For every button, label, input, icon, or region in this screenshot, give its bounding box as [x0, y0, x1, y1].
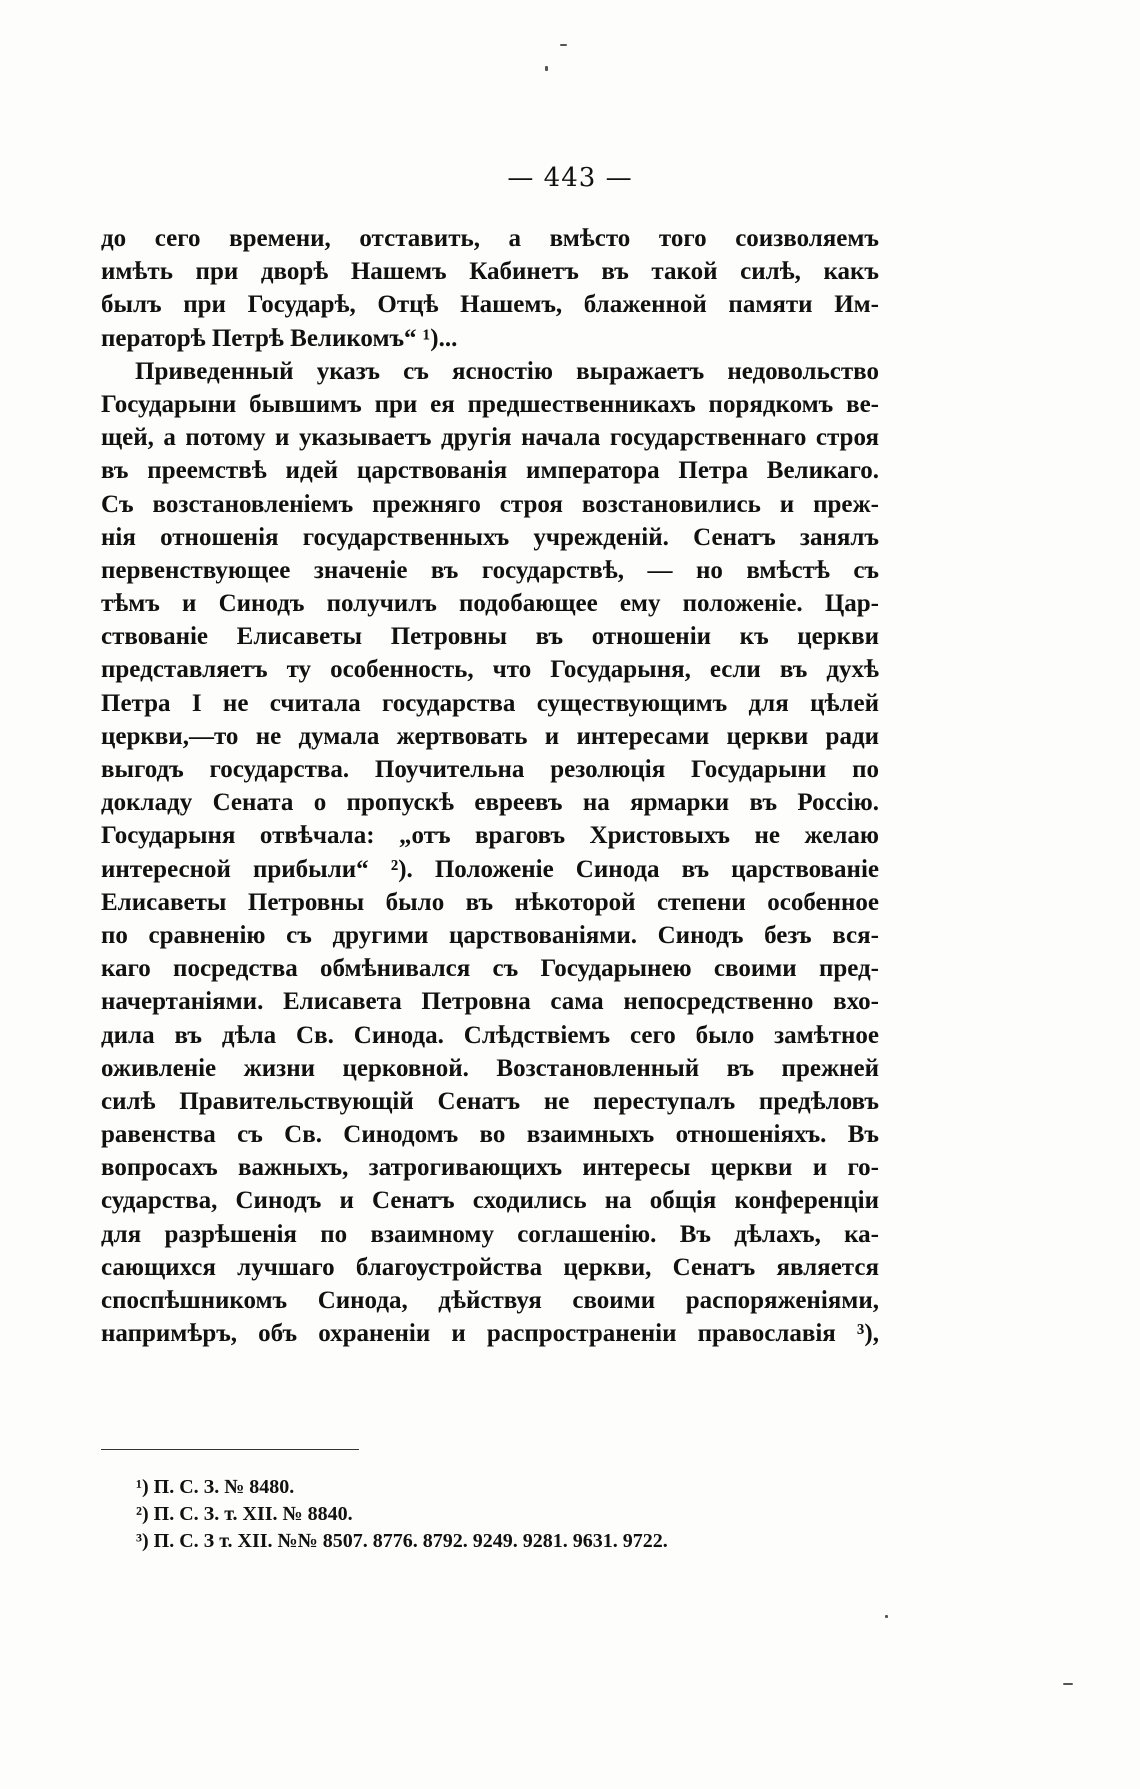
text-line: оживленіе жизни церковной. Возстановленный въ прежней [101, 1054, 879, 1082]
text-line: равенства съ Св. Синодомъ во взаимныхъ отношеніяхъ. Въ [101, 1121, 879, 1149]
text-line: напримѣръ, объ охраненіи и распространеніи православія ³), [101, 1320, 879, 1348]
text-line: начертаніями. Елисавета Петровна сама непосредственно вхо- [101, 988, 879, 1016]
footnote-mark: ³) [136, 1530, 149, 1552]
text-line: церкви,—то не думала жертвовать и интересами церкви ради [101, 722, 879, 750]
text-line: дила въ дѣла Св. Синода. Слѣдствіемъ сего было замѣтное [101, 1021, 879, 1049]
footnote-2 [136, 1501, 668, 1528]
text-line: ствованіе Елисаветы Петровны въ отношеніи къ церкви [101, 623, 879, 651]
footnote-mark: ¹) [136, 1476, 149, 1498]
text-line: по сравненію съ другими царствованіями. Синодъ безъ вся- [101, 921, 879, 949]
scan-speck [545, 66, 548, 71]
text-line: первенствующее значеніе въ государствѣ, — но вмѣстѣ съ [101, 556, 879, 584]
text-line: Съ возстановленіемъ прежняго строя возстановились и преж- [101, 490, 879, 518]
page-number: — 443 — [507, 163, 633, 193]
footnote-mark: ²) [136, 1503, 149, 1525]
footnote-text: П. С. З. № 8480. [153, 1476, 295, 1498]
text-line: щей, а потому и указываетъ другія начала государственнаго строя [101, 424, 879, 452]
scan-speck [560, 44, 567, 46]
footnotes [136, 1474, 668, 1555]
text-line: для разрѣшенія по взаимному соглашенію. Въ дѣлахъ, ка- [101, 1220, 879, 1248]
text-line: споспѣшникомъ Синода, дѣйствуя своими распоряженіями, [101, 1287, 879, 1314]
text-line: Елисаветы Петровны было въ нѣкоторой степени особенное [101, 888, 879, 916]
text-line: выгодъ государства. Поучительна резолюція Государыни по [101, 756, 879, 783]
footnote-3 [136, 1528, 668, 1555]
footnote-separator [101, 1449, 359, 1450]
footnote-text: П. С. З. т. XII. № 8840. [153, 1503, 353, 1525]
text-line: нія отношенія государственныхъ учрежденій. Сенатъ занялъ [101, 523, 879, 551]
text-line: представляетъ ту особенность, что Государыня, если въ духѣ [101, 656, 879, 684]
text-line: интересной прибыли“ ²). Положеніе Синода въ царствованіе [101, 855, 879, 883]
text-line: сударства, Синодъ и Сенатъ сходились на общія конференціи [101, 1187, 879, 1215]
paragraph-first-line: Приведенный указъ съ ясностію выражаетъ недовольство [135, 357, 879, 385]
scan-speck [885, 1615, 888, 1618]
text-line: до сего времени, отставить, а вмѣсто того соизволяемъ [101, 225, 879, 252]
text-line: Государыня отвѣчала: „отъ враговъ Христовыхъ не желаю [101, 822, 879, 850]
footnote-text: П. С. З т. XII. №№ 8507. 8776. 8792. 9249. 9281. 9631. 9722. [153, 1530, 668, 1552]
text-line: Государыни бывшимъ при ея предшественникахъ порядкомъ ве- [101, 390, 879, 418]
text-line: силѣ Правительствующій Сенатъ не переступалъ предѣловъ [101, 1087, 879, 1115]
text-line: сающихся лучшаго благоустройства церкви, Сенатъ является [101, 1253, 879, 1281]
text-line: каго посредства обмѣнивался съ Государынею своими пред- [101, 955, 879, 983]
body-text [101, 222, 879, 1350]
text-line: Петра I не считала государства существующимъ для цѣлей [101, 689, 879, 717]
text-line: имѣть при дворѣ Нашемъ Кабинетъ въ такой силѣ, какъ [101, 258, 879, 286]
text-line: тѣмъ и Синодъ получилъ подобающее ему положеніе. Цар- [101, 590, 879, 618]
scan-speck [1063, 1683, 1073, 1685]
text-line: вопросахъ важныхъ, затрогивающихъ интересы церкви и го- [101, 1154, 879, 1182]
text-line: докладу Сената о пропускѣ евреевъ на ярмарки въ Россію. [101, 789, 879, 817]
text-line: ператорѣ Петрѣ Великомъ“ ¹)... [101, 324, 458, 352]
footnote-1 [136, 1474, 668, 1501]
text-line: былъ при Государѣ, Отцѣ Нашемъ, блаженной памяти Им- [101, 291, 879, 319]
text-line: въ преемствѣ идей царствованія императора Петра Великаго. [101, 457, 879, 485]
